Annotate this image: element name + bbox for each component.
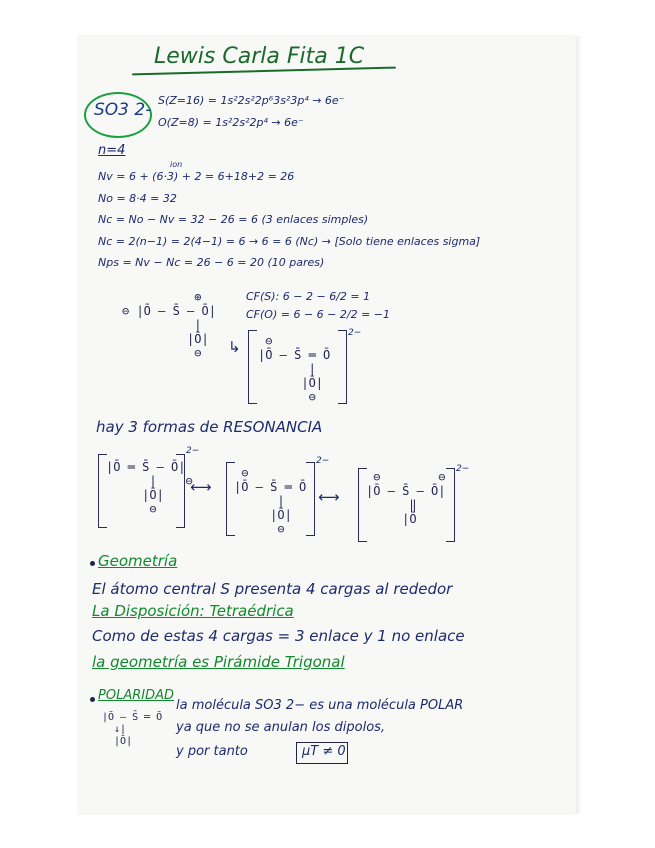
dipole-result: μT ≠ 0 bbox=[302, 744, 346, 759]
formula-label: SO3 2- bbox=[94, 100, 152, 120]
lewis-structure-bracketed: ⊖ |Ō — S̄ ═ Ō | |Ō| ⊖ bbox=[258, 334, 331, 404]
res2-charge: 2− bbox=[316, 456, 330, 466]
no-calc: No = 8·4 = 32 bbox=[98, 192, 177, 205]
n-value: n=4 bbox=[98, 143, 126, 158]
res1-bracket-right bbox=[176, 454, 185, 528]
geometry-line-3: Como de estas 4 cargas = 3 enlace y 1 no enlace bbox=[92, 627, 465, 645]
config-s: S(Z=16) = 1s²2s²2p⁶3s²3p⁴ → 6e⁻ bbox=[158, 94, 345, 107]
geometry-line-2: La Disposición: Tetraédrica bbox=[92, 602, 294, 620]
resonance-arrow-icon: ⟷ bbox=[318, 488, 340, 506]
nps-calc: Nps = Nv − Nc = 26 − 6 = 20 (10 pares) bbox=[98, 256, 325, 269]
page-title: Lewis Carla Fita 1C bbox=[154, 44, 365, 69]
page-edge bbox=[576, 36, 582, 814]
polarity-line-2: ya que no se anulan los dipolos, bbox=[176, 720, 386, 735]
nc2-calc: Nc = 2(n−1) = 2(4−1) = 6 → 6 = 6 (Nc) → [Solo tiene enlaces sigma] bbox=[98, 235, 481, 248]
res2-bracket-right bbox=[306, 462, 315, 536]
cf-oxygen: CF(O) = 6 − 6 − 2/2 = −1 bbox=[246, 308, 391, 321]
bracket-right bbox=[338, 330, 347, 404]
arrow-icon: ↳ bbox=[228, 338, 241, 356]
nc-calc: Nc = No − Nv = 32 − 26 = 6 (3 enlaces simples) bbox=[98, 213, 369, 226]
res1-charge: 2− bbox=[186, 446, 200, 456]
charge-label: 2− bbox=[348, 328, 362, 338]
nv-calc: Nv = 6 + (6·3) + 2 = 6+18+2 = 26 bbox=[98, 170, 295, 183]
bracket-left bbox=[248, 330, 257, 404]
resonance-arrow-icon: ⟷ bbox=[190, 478, 212, 496]
resonance-text: hay 3 formas de RESONANCIA bbox=[96, 418, 323, 436]
geometry-heading: Geometría bbox=[98, 552, 178, 570]
cf-sulfur: CF(S): 6 − 2 − 6/2 = 1 bbox=[246, 290, 371, 303]
dipole-structure: |Ō — S̄ ═ Ō ↓| |Ō| bbox=[102, 712, 163, 747]
config-o: O(Z=8) = 1s²2s²2p⁴ → 6e⁻ bbox=[158, 116, 304, 129]
polarity-line-3: y por tanto bbox=[176, 744, 248, 759]
bullet-icon bbox=[90, 697, 95, 702]
res3-charge: 2− bbox=[456, 464, 470, 474]
geometry-line-4: la geometría es Pirámide Trigonal bbox=[92, 653, 345, 671]
resonance-structure-3: ⊖ ⊖ |Ō — S̄ — Ō| ‖ |Ō bbox=[366, 470, 446, 526]
bullet-icon bbox=[90, 561, 95, 566]
geometry-line-1: El átomo central S presenta 4 cargas al rededor bbox=[92, 580, 453, 598]
res3-bracket-right bbox=[446, 468, 455, 542]
lewis-structure-initial: ⊕ ⊖ |Ō — S̄ — Ō| | |Ō| ⊖ bbox=[122, 290, 216, 360]
resonance-structure-1: |Ō ═ S̄ — Ō| | ⊖ |Ō| ⊖ bbox=[106, 460, 193, 516]
polarity-line-1: la molécula SO3 2− es una molécula POLAR bbox=[176, 698, 464, 713]
polarity-heading: POLARIDAD bbox=[98, 688, 174, 703]
ion-note: ion bbox=[170, 160, 183, 169]
resonance-structure-2: ⊖ |Ō — S̄ ═ Ō | |Ō| ⊖ bbox=[234, 466, 307, 536]
